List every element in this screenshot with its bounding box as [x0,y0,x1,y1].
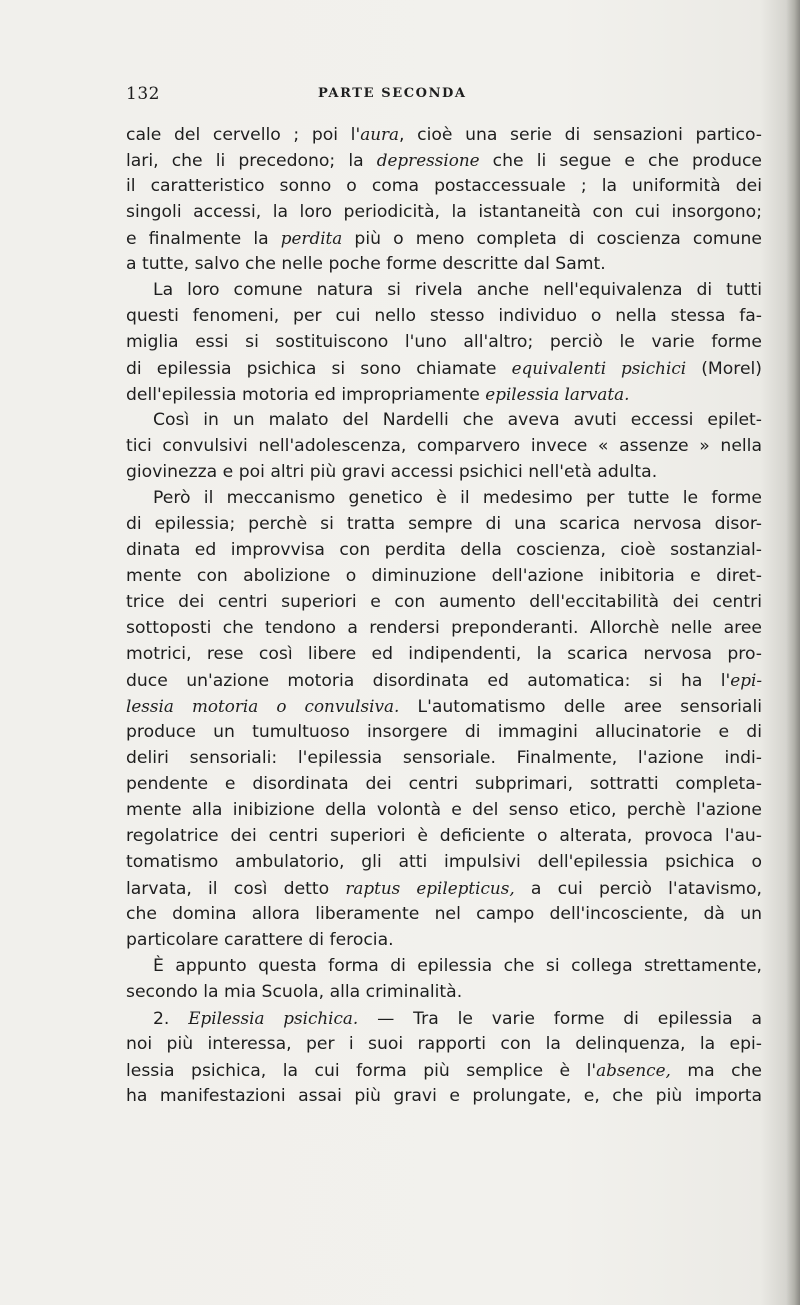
text-segment: L'automatismo delle aree sensoriali [399,697,762,717]
text-line [126,849,762,875]
text-line [126,511,762,537]
text-segment: lari, che li precedono; la [126,151,377,171]
italic-term: perdita [280,228,343,248]
text-line [126,927,762,953]
text-segment: , cioè una serie di sensazioni partico- [399,125,762,145]
text-segment: più o meno completa di coscienza comune [342,229,762,249]
text-segment: il caratteristico sonno o coma postaccessuale ; la uniformità dei [126,176,762,196]
text-segment: mente con abolizione o diminuzione dell'azione inibitoria e diret- [126,566,762,586]
italic-term: depressione [376,150,480,170]
text-segment: trice dei centri superiori e con aumento dell'eccitabilità dei centri [126,592,762,612]
text-segment: 2. [153,1009,189,1029]
running-head: PARTE SECONDA [318,86,467,101]
text-segment: ma che [670,1061,763,1081]
text-line [126,303,762,329]
text-segment: (Morel) [686,359,762,379]
text-line [126,537,762,563]
page-number: 132 [126,84,160,104]
text-line [126,823,762,849]
italic-term: lessia motoria o convulsiva. [126,696,400,716]
text-segment: cale del cervello ; poi l' [126,125,361,145]
text-segment: — Tra le varie forme di epilessia a [358,1009,762,1029]
text-segment: pendente e disordinata dei centri subprimari, sottratti completa- [126,774,762,794]
text-segment: lessia psichica, la cui forma più semplice è l' [126,1061,597,1081]
text-line [126,121,762,147]
text-line [126,147,762,173]
text-segment: che domina allora liberamente nel campo dell'incosciente, dà un [126,904,762,924]
text-segment: regolatrice dei centri superiori è deficiente o alterata, provoca l'au- [126,826,762,846]
text-line [126,355,762,381]
text-segment: e finalmente la [126,229,281,249]
page-header [126,84,762,108]
text-segment: questi fenomeni, per cui nello stesso individuo o nella stessa fa- [126,306,762,326]
text-segment: di epilessia psichica si sono chiamate [126,359,512,379]
page-edge-shadow [786,0,800,1305]
text-line [126,433,762,459]
text-segment: particolare carattere di ferocia. [126,930,394,950]
text-segment: giovinezza e poi altri più gravi accessi psichici nell'età adulta. [126,462,658,482]
text-line [126,693,762,719]
text-segment: a tutte, salvo che nelle poche forme descritte dal Samt. [126,254,606,274]
text-segment: singoli accessi, la loro periodicità, la istantaneità con cui insorgono; [126,202,762,222]
text-segment: secondo la mia Scuola, alla criminalità. [126,982,463,1002]
italic-term: aura [360,124,400,144]
text-line [126,199,762,225]
text-segment: sottoposti che tendono a rendersi preponderanti. Allorchè nelle aree [126,618,762,638]
text-segment: duce un'azione motoria disordinata ed automatica: si ha l' [126,671,731,691]
body-text [126,121,762,1109]
text-line [126,329,762,355]
text-segment: tici convulsivi nell'adolescenza, comparvero invece « assenze » nella [126,436,762,456]
text-line [126,953,762,979]
text-segment: mente alla inibizione della volontà e del senso etico, perchè l'azione [126,800,762,820]
text-segment: dinata ed improvvisa con perdita della coscienza, cioè sostanzial- [126,540,762,560]
text-segment: miglia essi si sostituiscono l'uno all'altro; perciò le varie forme [126,332,762,352]
text-line [126,1031,762,1057]
text-line [126,277,762,303]
text-line [126,381,762,407]
text-line [126,1057,762,1083]
text-line [126,459,762,485]
text-segment: motrici, rese così libere ed indipendenti, la scarica nervosa pro- [126,644,762,664]
text-line [126,1083,762,1109]
italic-term: Epilessia psichica. [188,1008,359,1028]
text-line [126,771,762,797]
text-segment: Però il meccanismo genetico è il medesimo per tutte le forme [153,488,762,508]
text-line [126,251,762,277]
text-segment: deliri sensoriali: l'epilessia sensoriale. Finalmente, l'azione indi- [126,748,762,768]
text-segment: noi più interessa, per i suoi rapporti con la delinquenza, la epi- [126,1034,762,1054]
text-line [126,225,762,251]
text-line [126,797,762,823]
text-segment: dell'epilessia motoria ed impropriamente [126,385,486,405]
italic-term: raptus epilepticus, [345,878,515,898]
italic-term: epi- [730,670,762,690]
text-line [126,485,762,511]
text-segment: larvata, il così detto [126,879,346,899]
text-line [126,667,762,693]
text-segment: Così in un malato del Nardelli che aveva avuti eccessi epilet- [153,410,762,430]
text-segment: tomatismo ambulatorio, gli atti impulsivi dell'epilessia psichica o [126,852,762,872]
text-line [126,979,762,1005]
text-line [126,563,762,589]
text-line [126,407,762,433]
text-line [126,173,762,199]
text-line [126,589,762,615]
text-segment: a cui perciò l'atavismo, [514,879,762,899]
text-segment: produce un tumultuoso insorgere di immagini allucinatorie e di [126,722,762,742]
text-line [126,875,762,901]
text-line [126,615,762,641]
text-segment: La loro comune natura si rivela anche nell'equivalenza di tutti [153,280,762,300]
text-segment: È appunto questa forma di epilessia che si collega strettamente, [153,956,762,976]
text-line [126,901,762,927]
text-line [126,745,762,771]
text-segment: di epilessia; perchè si tratta sempre di una scarica nervosa disor- [126,514,762,534]
text-line [126,641,762,667]
italic-term: equivalenti psichici [511,358,687,378]
text-line [126,719,762,745]
text-line [126,1005,762,1031]
text-segment: ha manifestazioni assai più gravi e prolungate, e, che più importa [126,1086,762,1106]
text-segment: che li segue e che produce [479,151,763,171]
italic-term: absence, [596,1060,671,1080]
italic-term: epilessia larvata. [485,384,630,404]
